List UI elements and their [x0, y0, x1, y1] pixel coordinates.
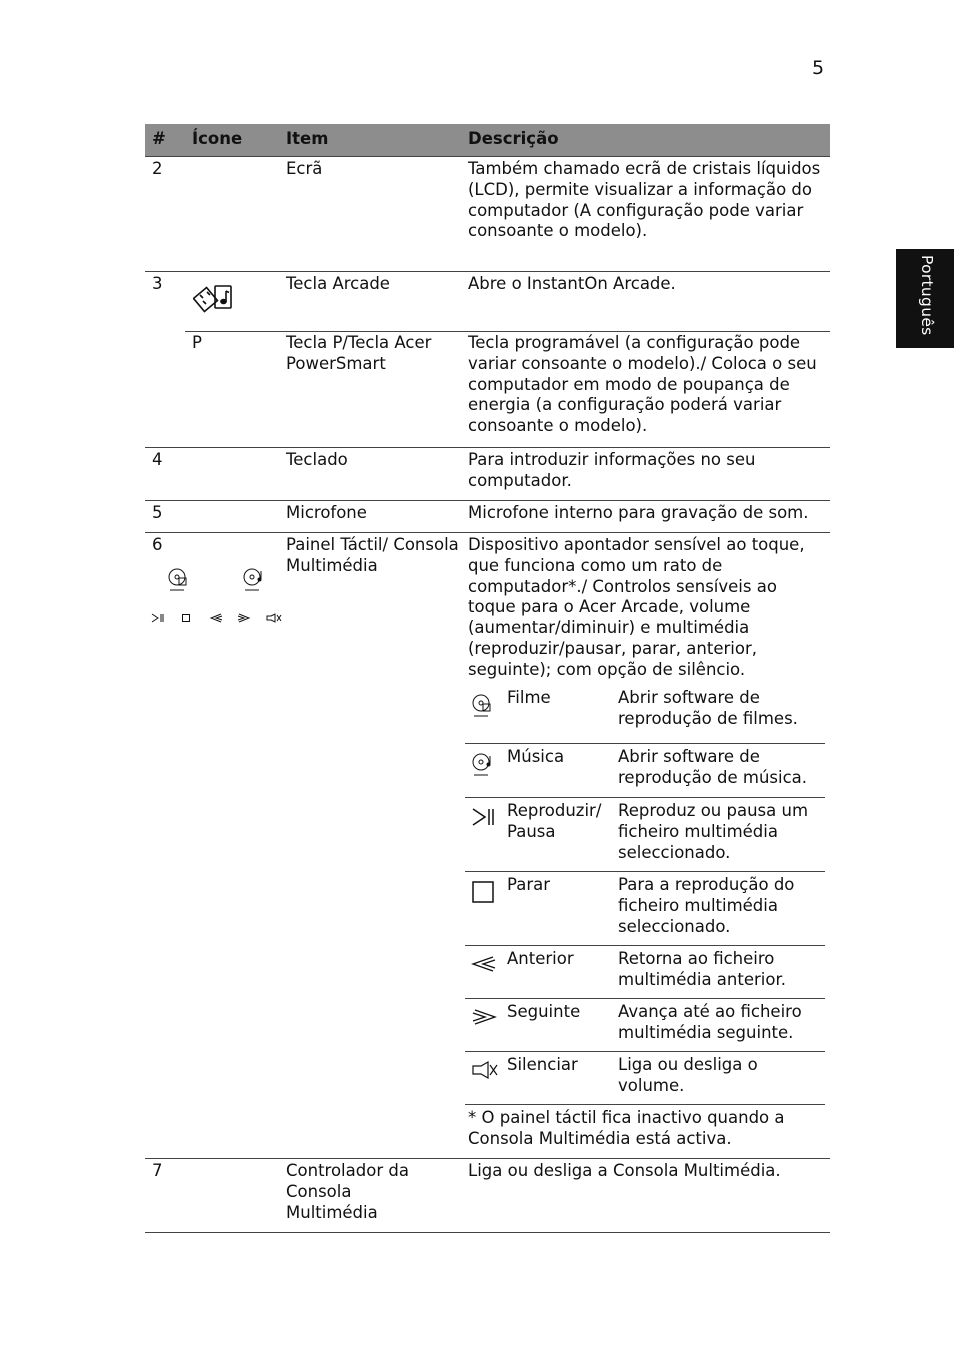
row-item: Teclado	[286, 450, 348, 469]
row-item: Tecla Arcade	[286, 274, 390, 293]
row-description: Microfone interno para gravação de som.	[468, 503, 809, 522]
control-name: Parar	[507, 875, 550, 894]
row-icon-label: P	[192, 333, 202, 352]
row-number: 2	[152, 159, 163, 178]
row-item: Painel Táctil/ Consola Multimédia	[286, 535, 459, 575]
row-item: Ecrã	[286, 159, 323, 178]
row-description: Dispositivo apontador sensível ao toque, que funciona como um rato de computador*./ Controlos sensíveis ao toque para o Acer Arcade, volume (aumentar/diminuir) e multimédia (reproduzir/pausar, parar, anterior, seguinte); com opção de silêncio.	[468, 535, 805, 679]
play-pause-icon	[151, 613, 165, 623]
play-pause-icon	[471, 806, 497, 828]
list-item	[465, 744, 825, 798]
table-row	[145, 501, 830, 533]
row-number: 5	[152, 503, 163, 522]
list-item	[465, 798, 825, 872]
row-divider	[185, 331, 830, 332]
row-number: 3	[152, 274, 163, 293]
media-controls-table	[465, 685, 825, 1159]
page-number: 5	[812, 57, 825, 79]
control-description: Avança até ao ficheiro multimédia seguinte.	[618, 1002, 802, 1042]
control-description: Reproduz ou pausa um ficheiro multimédia seleccionado.	[618, 801, 809, 862]
control-description: Para a reprodução do ficheiro multimédia seleccionado.	[618, 875, 795, 936]
movie-icon	[167, 567, 193, 593]
control-name: Filme	[507, 688, 551, 707]
header-icon: Ícone	[192, 129, 243, 148]
control-description: Retorna ao ficheiro multimédia anterior.	[618, 949, 786, 989]
list-item	[465, 1052, 825, 1105]
control-name: Silenciar	[507, 1055, 578, 1074]
list-item	[465, 946, 825, 999]
table-header	[145, 124, 830, 157]
table-row	[145, 448, 830, 501]
footnote-row	[465, 1105, 825, 1159]
mute-icon	[471, 1060, 499, 1080]
stop-icon	[471, 880, 497, 904]
row-description: Para introduzir informações no seu computador.	[468, 450, 756, 490]
stop-icon	[181, 613, 191, 623]
header-number: #	[152, 129, 166, 148]
header-description: Descrição	[468, 129, 559, 148]
row-number: 7	[152, 1161, 163, 1180]
table-row	[145, 331, 830, 448]
table-row	[145, 157, 830, 272]
control-name: Música	[507, 747, 565, 766]
table-row	[145, 533, 830, 1159]
music-icon	[471, 752, 497, 778]
control-name: Anterior	[507, 949, 574, 968]
row-description: Liga ou desliga a Consola Multimédia.	[468, 1161, 781, 1180]
row-item: Microfone	[286, 503, 367, 522]
control-name: Reproduzir/ Pausa	[507, 801, 602, 841]
row-item: Controlador da Consola Multimédia	[286, 1161, 409, 1222]
component-table	[145, 124, 830, 1233]
control-description: Abrir software de reprodução de filmes.	[618, 688, 798, 728]
control-description: Abrir software de reprodução de música.	[618, 747, 808, 787]
language-tab	[896, 249, 954, 348]
previous-icon	[209, 613, 223, 623]
arcade-icon	[193, 282, 235, 316]
row-description: Tecla programável (a configuração pode variar consoante o modelo)./ Coloca o seu computador em modo de poupança de energia (a configuração poderá variar consoante o modelo).	[468, 333, 817, 436]
footnote: * O painel táctil fica inactivo quando a Consola Multimédia está activa.	[468, 1108, 785, 1148]
list-item	[465, 999, 825, 1052]
table-row	[145, 1159, 830, 1233]
language-tab-label: Português	[918, 255, 936, 336]
movie-icon	[471, 693, 497, 719]
next-icon	[237, 613, 251, 623]
mute-icon	[266, 613, 282, 623]
row-number: 4	[152, 450, 163, 469]
list-item	[465, 685, 825, 744]
next-icon	[471, 1007, 497, 1027]
row-number: 6	[152, 535, 163, 554]
control-name: Seguinte	[507, 1002, 581, 1021]
header-item: Item	[286, 129, 329, 148]
previous-icon	[471, 954, 497, 974]
list-item	[465, 872, 825, 946]
row-description: Também chamado ecrã de cristais líquidos (LCD), permite visualizar a informação do computador (A configuração pode variar consoante o modelo).	[468, 159, 821, 241]
music-icon	[242, 567, 268, 593]
row-item: Tecla P/Tecla Acer PowerSmart	[286, 333, 432, 373]
row-description: Abre o InstantOn Arcade.	[468, 274, 676, 293]
control-description: Liga ou desliga o volume.	[618, 1055, 758, 1095]
table-row	[145, 272, 830, 331]
